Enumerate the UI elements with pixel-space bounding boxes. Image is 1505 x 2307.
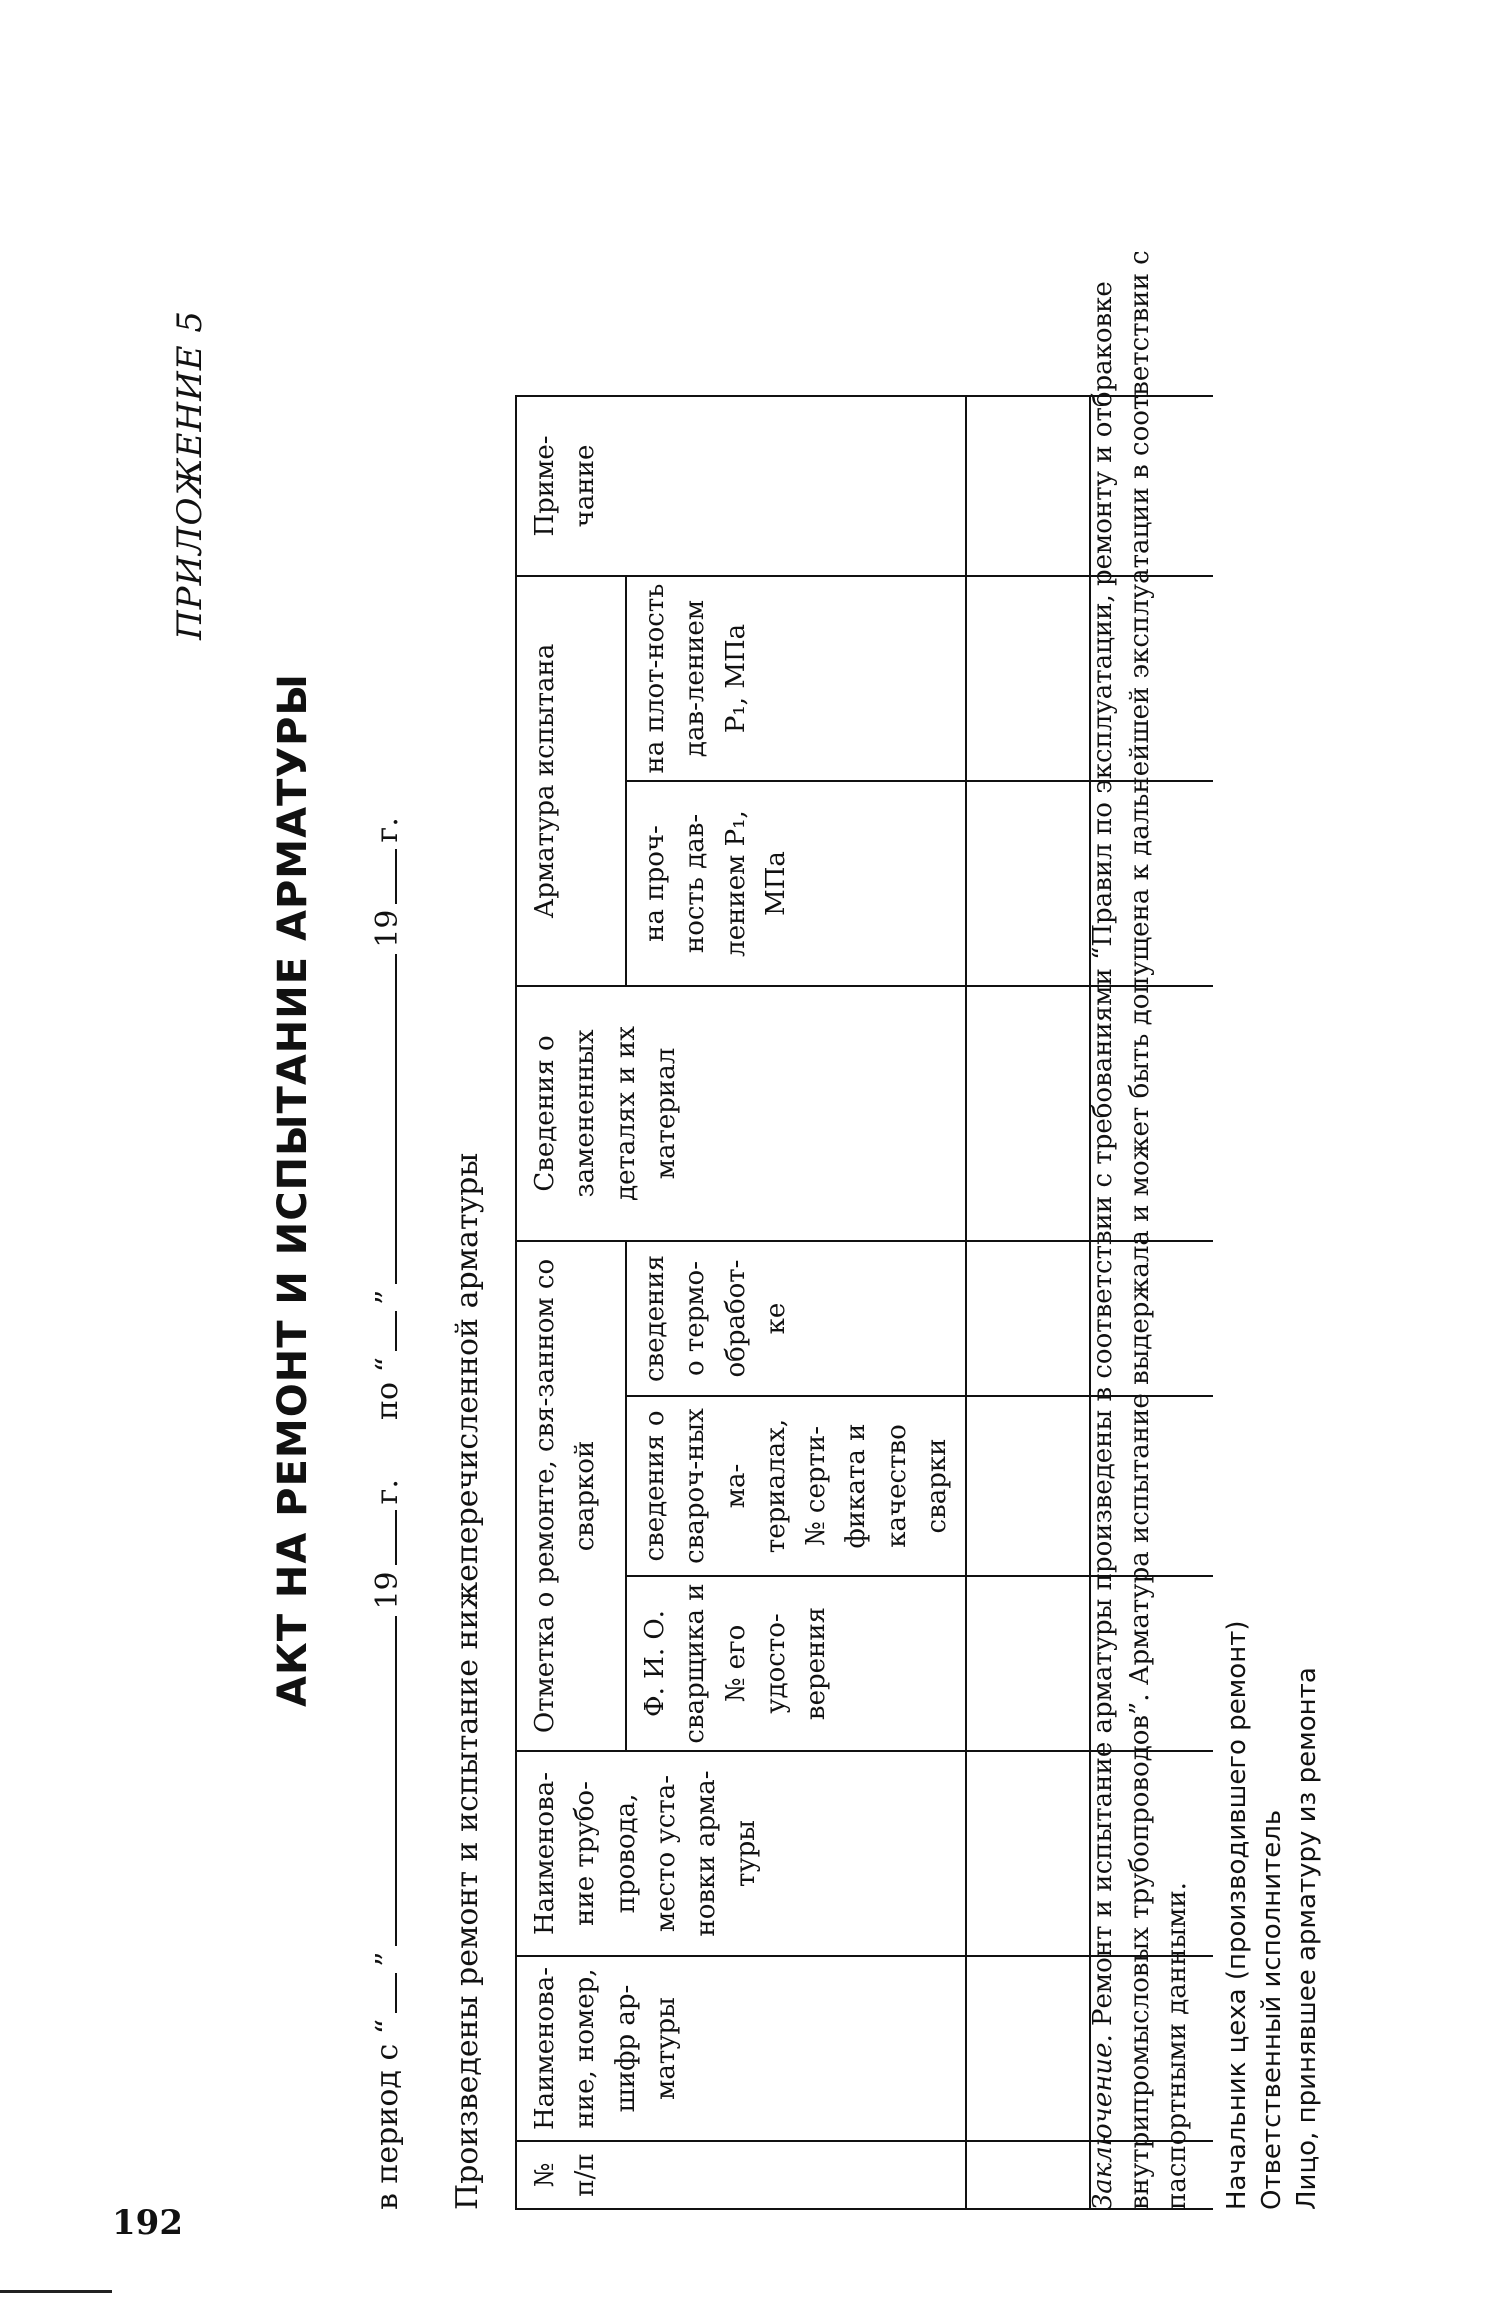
signature-block	[1220, 1621, 1325, 2211]
header-density-test: на плот-ность дав-лением P₁, МПа	[626, 576, 966, 781]
period-to-year-prefix: 19	[370, 909, 405, 948]
period-to-quote-close: ”	[370, 1289, 405, 1306]
rotated-page-content	[40, 110, 1340, 2270]
period-from-day-blank	[394, 1973, 397, 2013]
table-row	[966, 396, 1090, 2209]
page-number: 192	[112, 2203, 183, 2243]
header-test-group: Арматура испытана	[516, 576, 626, 986]
conclusion	[1085, 170, 1196, 2210]
header-note: Приме-чание	[516, 396, 966, 576]
period-line	[370, 817, 405, 2210]
period-to-year-suffix: г.	[370, 817, 405, 843]
appendix-label: ПРИЛОЖЕНИЕ 5	[170, 310, 210, 641]
header-welding-group: Отметка о ремонте, свя-занном со сваркой	[516, 1241, 626, 1751]
signature-line: Начальник цеха (производившего ремонт)	[1222, 1620, 1252, 2210]
bottom-rule	[0, 2290, 112, 2293]
period-from-month-blank	[394, 1616, 397, 1946]
period-from-year-blank	[394, 1510, 397, 1565]
conclusion-lead: Заключение.	[1088, 2034, 1118, 2210]
header-valve-name: Наименова-ние, номер, шифр ар-матуры	[516, 1956, 966, 2141]
header-num: № п/п	[516, 2141, 966, 2209]
header-pipeline: Наименова-ние трубо-провода, место уста-новки арма-туры	[516, 1751, 966, 1956]
header-weld-materials: сведения о свароч-ных ма-териалах, № серти-фиката и качество сварки	[626, 1396, 966, 1576]
conclusion-text: Ремонт и испытание арматуры произведены в соответствии с требованиями “Правил по эксплуатации, ремонту и отбраковке внутрипромысловых трубопроводов”. Арматура испытание выдержала и может быть допущена к дальнейшей эксплуатации в соответствии с паспортными данными.	[1088, 250, 1192, 2210]
signature-line: Ответственный исполнитель	[1257, 1809, 1288, 2210]
header-welder: Ф. И. О. сварщика и № его удосто-верения	[626, 1576, 966, 1751]
period-to-month-blank	[394, 954, 397, 1284]
period-to: по “	[370, 1357, 405, 1420]
period-year-prefix: 19	[370, 1571, 405, 1610]
period-quote-close: ”	[370, 1951, 405, 1967]
period-to-year-blank	[394, 849, 397, 904]
period-to-day-blank	[394, 1311, 397, 1351]
header-heat-treatment: сведения о термо-обработ-ке	[626, 1241, 966, 1396]
signature-line: Лицо, принявшее арматуру из ремонта	[1292, 1667, 1323, 2210]
header-strength-test: на проч-ность дав-лением P₁, МПа	[626, 781, 966, 986]
period-prefix: в период с “	[370, 2018, 405, 2210]
document-title: АКТ НА РЕМОНТ И ИСПЫТАНИЕ АРМАТУРЫ	[270, 673, 316, 1707]
period-year-suffix: г.	[370, 1479, 405, 1505]
header-replaced-parts: Сведения о замененных деталях и их материал	[516, 986, 966, 1241]
produced-text: Произведены ремонт и испытание нижеперечисленной арматуры	[450, 1152, 485, 2210]
